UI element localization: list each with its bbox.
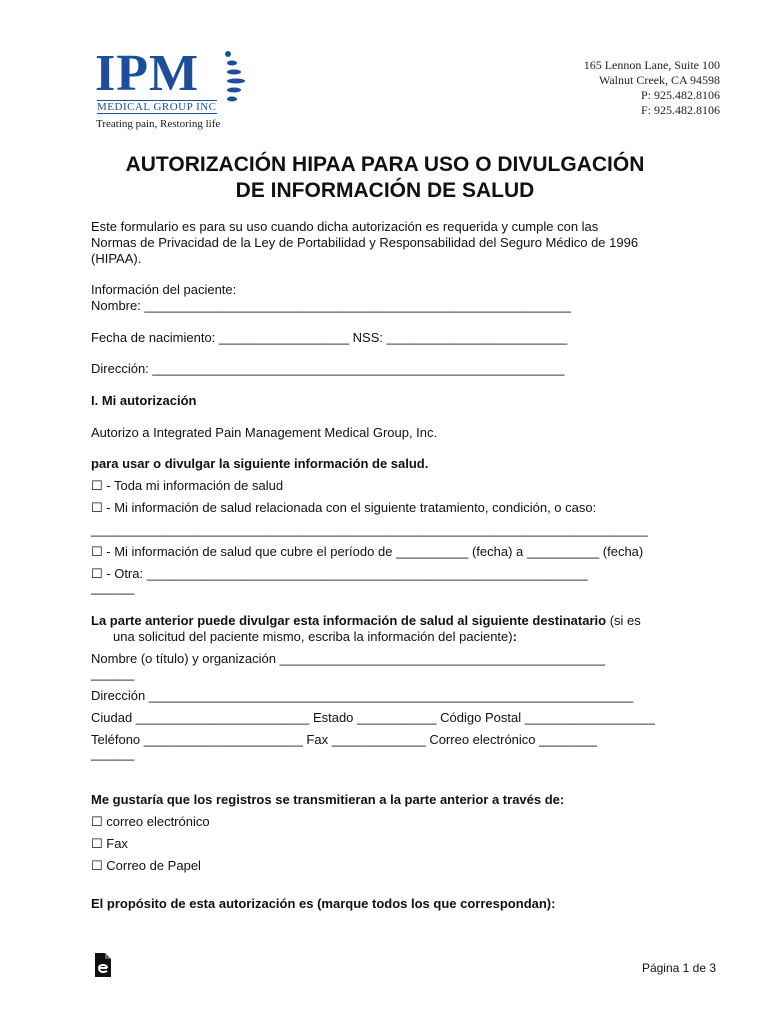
checkbox-period-info[interactable]: ☐ - Mi información de salud que cubre el período de __________ (fecha) a __________ (fecha) xyxy=(91,544,644,559)
recipient-heading-bold: La parte anterior puede divulgar esta información de salud al siguiente destinatario xyxy=(91,613,607,628)
patient-info-heading: Información del paciente: xyxy=(91,282,237,297)
purpose-heading: El propósito de esta autorización es (marque todos los que correspondan): xyxy=(91,896,556,911)
other-field-continuation[interactable]: ______ xyxy=(91,580,135,595)
intro-paragraph xyxy=(91,219,691,267)
patient-name-field[interactable]: Nombre: ___________________________________________________________ xyxy=(91,298,572,313)
intro-line: (HIPAA). xyxy=(91,251,142,266)
address-phone: P: 925.482.8106 xyxy=(640,88,720,102)
authorize-statement: Autorizo a Integrated Pain Management Medical Group, Inc. xyxy=(91,425,438,440)
company-logo xyxy=(95,45,255,134)
page-number: Página 1 de 3 xyxy=(641,961,716,975)
checkbox-fax[interactable]: ☐ Fax xyxy=(91,836,128,851)
intro-line: Este formulario es para su uso cuando dicha autorización es requerida y cumple con las xyxy=(91,219,599,234)
recipient-city-state-zip-field[interactable]: Ciudad ________________________ Estado ___________ Código Postal __________________ xyxy=(91,710,655,725)
use-disclose-heading: para usar o divulgar la siguiente información de salud. xyxy=(91,456,429,471)
section-authorization-heading: I. Mi autorización xyxy=(91,393,197,408)
checkbox-email[interactable]: ☐ correo electrónico xyxy=(91,814,210,829)
recipient-name-org-field[interactable]: Nombre (o título) y organización _____________________________________________ xyxy=(91,651,605,666)
related-info-line[interactable]: _____________________________________________________________________________ xyxy=(91,522,648,537)
logo-tagline: Treating pain, Restoring life xyxy=(96,118,221,130)
recipient-heading-note-2: una solicitud del paciente mismo, escriba la información del paciente) xyxy=(113,629,513,644)
address-fax: F: 925.482.8106 xyxy=(640,103,720,117)
address-line: Walnut Creek, CA 94598 xyxy=(598,73,720,87)
recipient-phone-fax-email-field[interactable]: Teléfono ______________________ Fax _____________ Correo electrónico ________ xyxy=(91,732,597,747)
title-line-2: DE INFORMACIÓN DE SALUD xyxy=(235,179,535,202)
recipient-name-org-continuation[interactable]: ______ xyxy=(91,666,135,681)
logo-dots-graphic xyxy=(222,50,248,110)
recipient-heading-colon: : xyxy=(512,629,517,644)
patient-address-field[interactable]: Dirección: _________________________________________________________ xyxy=(91,361,565,376)
address-line: 165 Lennon Lane, Suite 100 xyxy=(583,58,720,72)
intro-line: Normas de Privacidad de la Ley de Portabilidad y Responsabilidad del Seguro Médico de 1996 xyxy=(91,235,639,250)
checkbox-related-info[interactable]: ☐ - Mi información de salud relacionada con el siguiente tratamiento, condición, o caso: xyxy=(91,500,597,515)
checkbox-other[interactable]: ☐ - Otra: _____________________________________________________________ xyxy=(91,566,588,581)
title-line-1: AUTORIZACIÓN HIPAA PARA USO O DIVULGACIÓN xyxy=(125,153,645,176)
checkbox-all-info[interactable]: ☐ - Toda mi información de salud xyxy=(91,478,284,493)
logo-wordmark: IPM xyxy=(95,45,200,102)
recipient-heading-line2 xyxy=(91,629,517,645)
company-address xyxy=(584,58,720,118)
transmit-heading: Me gustaría que los registros se transmitieran a la parte anterior a través de: xyxy=(91,792,565,807)
checkbox-paper-mail[interactable]: ☐ Correo de Papel xyxy=(91,858,201,873)
recipient-email-continuation[interactable]: ______ xyxy=(91,746,135,761)
document-file-icon xyxy=(93,952,113,978)
recipient-address-field[interactable]: Dirección ___________________________________________________________________ xyxy=(91,688,634,703)
logo-subtitle: MEDICAL GROUP INC xyxy=(97,101,217,113)
patient-dob-ssn-field[interactable]: Fecha de nacimiento: __________________ NSS: _________________________ xyxy=(91,330,568,345)
recipient-heading-note: (si es xyxy=(606,613,641,628)
recipient-heading xyxy=(91,613,641,629)
document-title xyxy=(60,152,710,204)
